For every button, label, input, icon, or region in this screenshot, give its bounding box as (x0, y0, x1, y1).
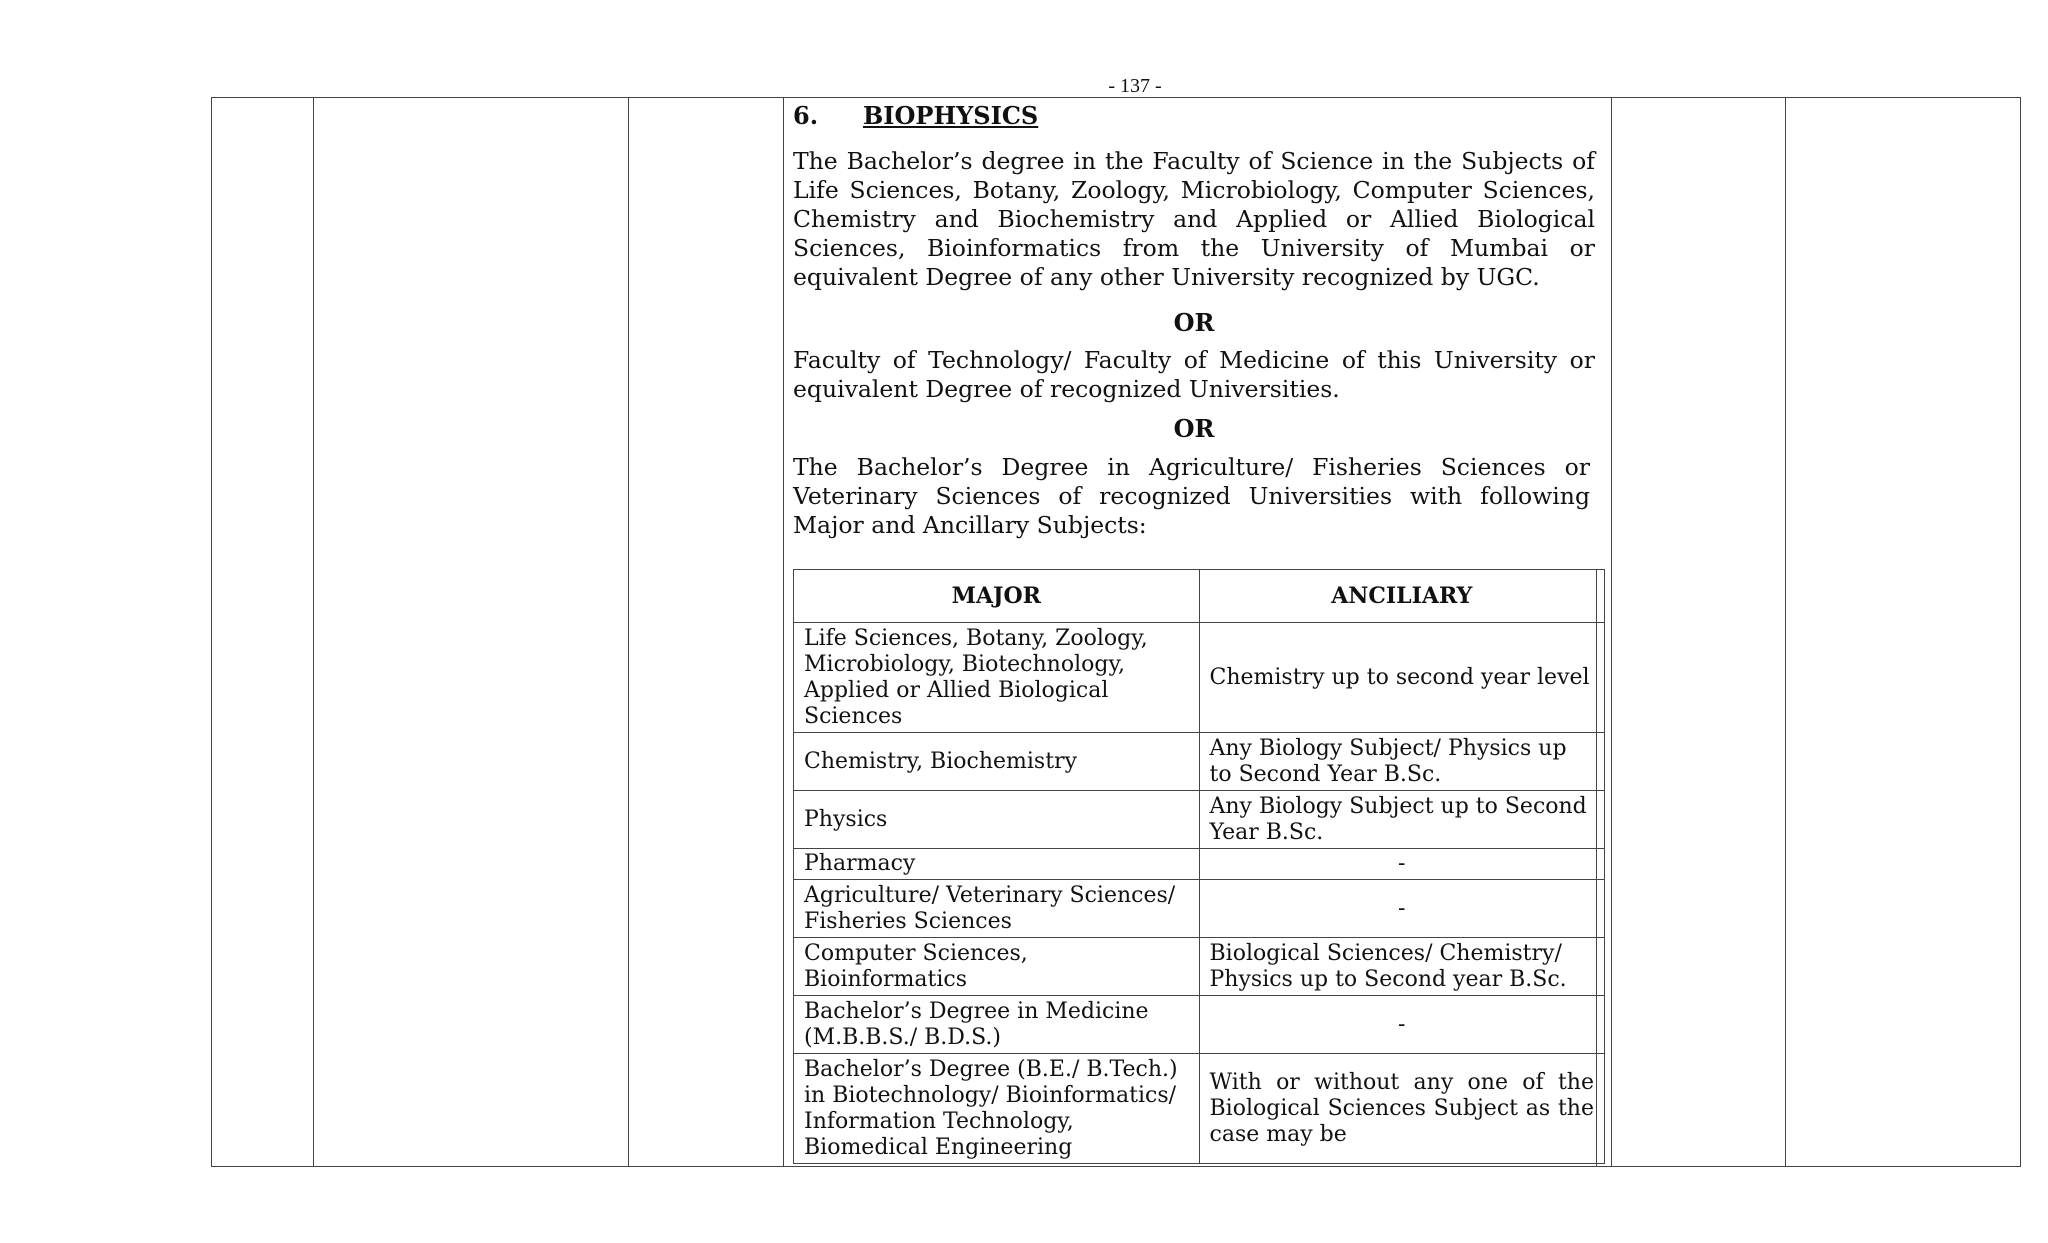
major-header: MAJOR (794, 570, 1200, 623)
page-number: - 137 - (1108, 75, 1162, 97)
section-heading (793, 101, 1038, 130)
major-cell: Chemistry, Biochemistry (794, 733, 1200, 791)
ancillary-cell: Chemistry up to second year level (1199, 623, 1605, 733)
major-cell: Life Sciences, Botany, Zoology, Microbiology, Biotechnology, Applied or Allied Biological Sciences (794, 623, 1200, 733)
table-double-border (1596, 569, 1597, 1166)
ancillary-cell: - (1199, 849, 1605, 880)
table-row (794, 733, 1605, 791)
table-row (794, 623, 1605, 733)
major-cell: Bachelor’s Degree in Medicine (M.B.B.S./ B.D.S.) (794, 996, 1200, 1054)
table-row (794, 791, 1605, 849)
or-separator-2: OR (1173, 414, 1215, 443)
major-cell: Physics (794, 791, 1200, 849)
column-divider (1785, 98, 1786, 1166)
major-cell: Bachelor’s Degree (B.E./ B.Tech.) in Biotechnology/ Bioinformatics/ Information Technology, Biomedical Engineering (794, 1054, 1200, 1164)
eligibility-paragraph-3: The Bachelor’s Degree in Agriculture/ Fisheries Sciences or Veterinary Sciences of recognized Universities with following Major and Ancillary Subjects: (793, 453, 1590, 539)
ancillary-cell: Any Biology Subject/ Physics up to Second Year B.Sc. (1199, 733, 1605, 791)
ancillary-header: ANCILIARY (1199, 570, 1605, 623)
major-ancillary-table (793, 569, 1605, 1164)
column-divider (628, 98, 629, 1166)
eligibility-paragraph-1: The Bachelor’s degree in the Faculty of Science in the Subjects of Life Sciences, Botany, Zoology, Microbiology, Computer Sciences, Chemistry and Biochemistry and Applied or Allied Biological Sciences, Bioinformatics from the University of Mumbai or equivalent Degree of any other University recognized by UGC. (793, 147, 1595, 291)
eligibility-paragraph-2: Faculty of Technology/ Faculty of Medicine of this University or equivalent Degree of recognized Universities. (793, 346, 1595, 403)
document-table-frame (211, 97, 2021, 1167)
ancillary-cell: Biological Sciences/ Chemistry/ Physics up to Second year B.Sc. (1199, 938, 1605, 996)
table-row (794, 996, 1605, 1054)
ancillary-cell: Any Biology Subject up to Second Year B.Sc. (1199, 791, 1605, 849)
table-row (794, 880, 1605, 938)
ancillary-cell: - (1199, 880, 1605, 938)
table-header-row (794, 570, 1605, 623)
ancillary-cell: - (1199, 996, 1605, 1054)
table-row (794, 849, 1605, 880)
major-cell: Pharmacy (794, 849, 1200, 880)
table-row (794, 938, 1605, 996)
eligibility-cell (783, 98, 1607, 1166)
section-title: BIOPHYSICS (863, 101, 1039, 130)
table-row (794, 1054, 1605, 1164)
column-divider (313, 98, 314, 1166)
or-separator-1: OR (1173, 308, 1215, 337)
major-cell: Agriculture/ Veterinary Sciences/ Fisheries Sciences (794, 880, 1200, 938)
section-number: 6. (793, 101, 819, 130)
ancillary-cell: With or without any one of the Biological Sciences Subject as the case may be (1199, 1054, 1605, 1164)
major-cell: Computer Sciences, Bioinformatics (794, 938, 1200, 996)
column-divider (1611, 98, 1612, 1166)
